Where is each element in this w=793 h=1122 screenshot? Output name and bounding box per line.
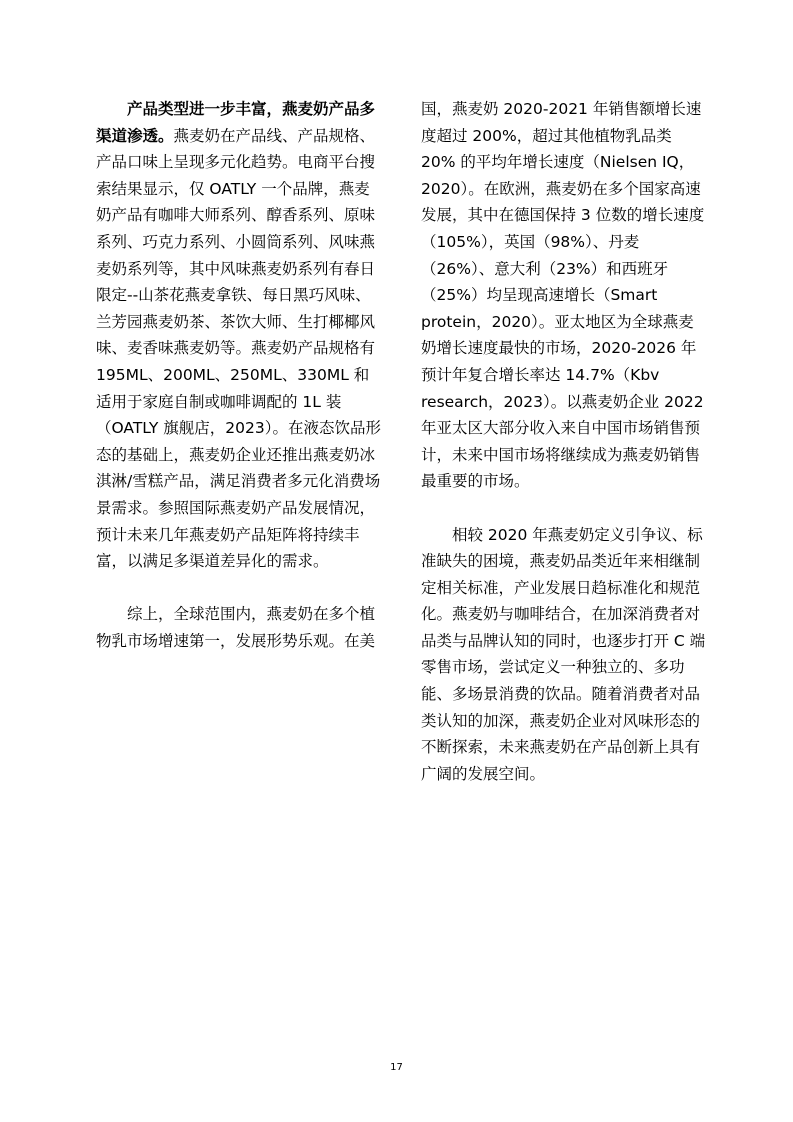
right-column — [421, 96, 709, 787]
paragraph-body: 燕麦奶在产品线、产品规格、产品口味上呈现多元化趋势。电商平台搜索结果显示，仅 OATLY 一个品牌，燕麦奶产品有咖啡大师系列、醇香系列、原味系列、巧克力系列、小圆筒系列、风味燕麦奶系列等，其中风味燕麦奶系列有春日限定--山茶花燕麦拿铁、每日黑巧风味、兰芳园燕麦奶茶、茶饮大师、生打椰椰风味、麦香味燕麦奶等。燕麦奶产品规格有 195ML、200ML、250ML、330ML 和适用于家庭自制或咖啡调配的 1L 装（OATLY 旗舰店，2023）。在液态饮品形态的基础上，燕麦奶企业还推出燕麦奶冰淇淋/雪糕产品，满足消费者多元化消费场景需求。参照国际燕麦奶产品发展情况，预计未来几年燕麦奶产品矩阵将持续丰富，以满足多渠道差异化的需求。 — [96, 126, 381, 571]
paragraph-heading: 产品类型进一步丰富，燕麦奶产品多渠道渗透。 — [96, 100, 376, 145]
paragraph-summary: 综上，全球范围内，燕麦奶在多个植物乳市场增速第一，发展形势乐观。在美 — [96, 605, 376, 650]
page-number: 17 — [390, 1062, 403, 1073]
left-column — [96, 96, 382, 654]
paragraph-product-types — [96, 96, 382, 575]
paragraph-standards: 相较 2020 年燕麦奶定义引争议、标准缺失的困境，燕麦奶品类近年来相继制定相关标准，产业发展日趋标准化和规范化。燕麦奶与咖啡结合，在加深消费者对品类与品牌认知的同时，也逐步打开 C 端零售市场，尝试定义一种独立的、多功能、多场景消费的饮品。随着消费者对品类认知的加深，燕麦奶企业对风味形态的不断探索，未来燕麦奶在产品创新上具有广阔的发展空间。 — [421, 525, 706, 783]
paragraph-summary-continued: 国，燕麦奶 2020-2021 年销售额增长速度超过 200%，超过其他植物乳品类 20% 的平均年增长速度（Nielsen IQ，2020）。在欧洲，燕麦奶在多个国家高速发展，其中在德国保持 3 位数的增长速度（105%），英国（98%）、丹麦（26%）、意大利（23%）和西班牙（25%）均呈现高速增长（Smart protein，2020）。亚太地区为全球燕麦奶增长速度最快的市场，2020-2026 年预计年复合增长率达 14.7%（Kbv research，2023）。以燕麦奶企业 2022 年亚太区大部分收入来自中国市场销售预计，未来中国市场将继续成为燕麦奶销售最重要的市场。 — [421, 100, 705, 491]
